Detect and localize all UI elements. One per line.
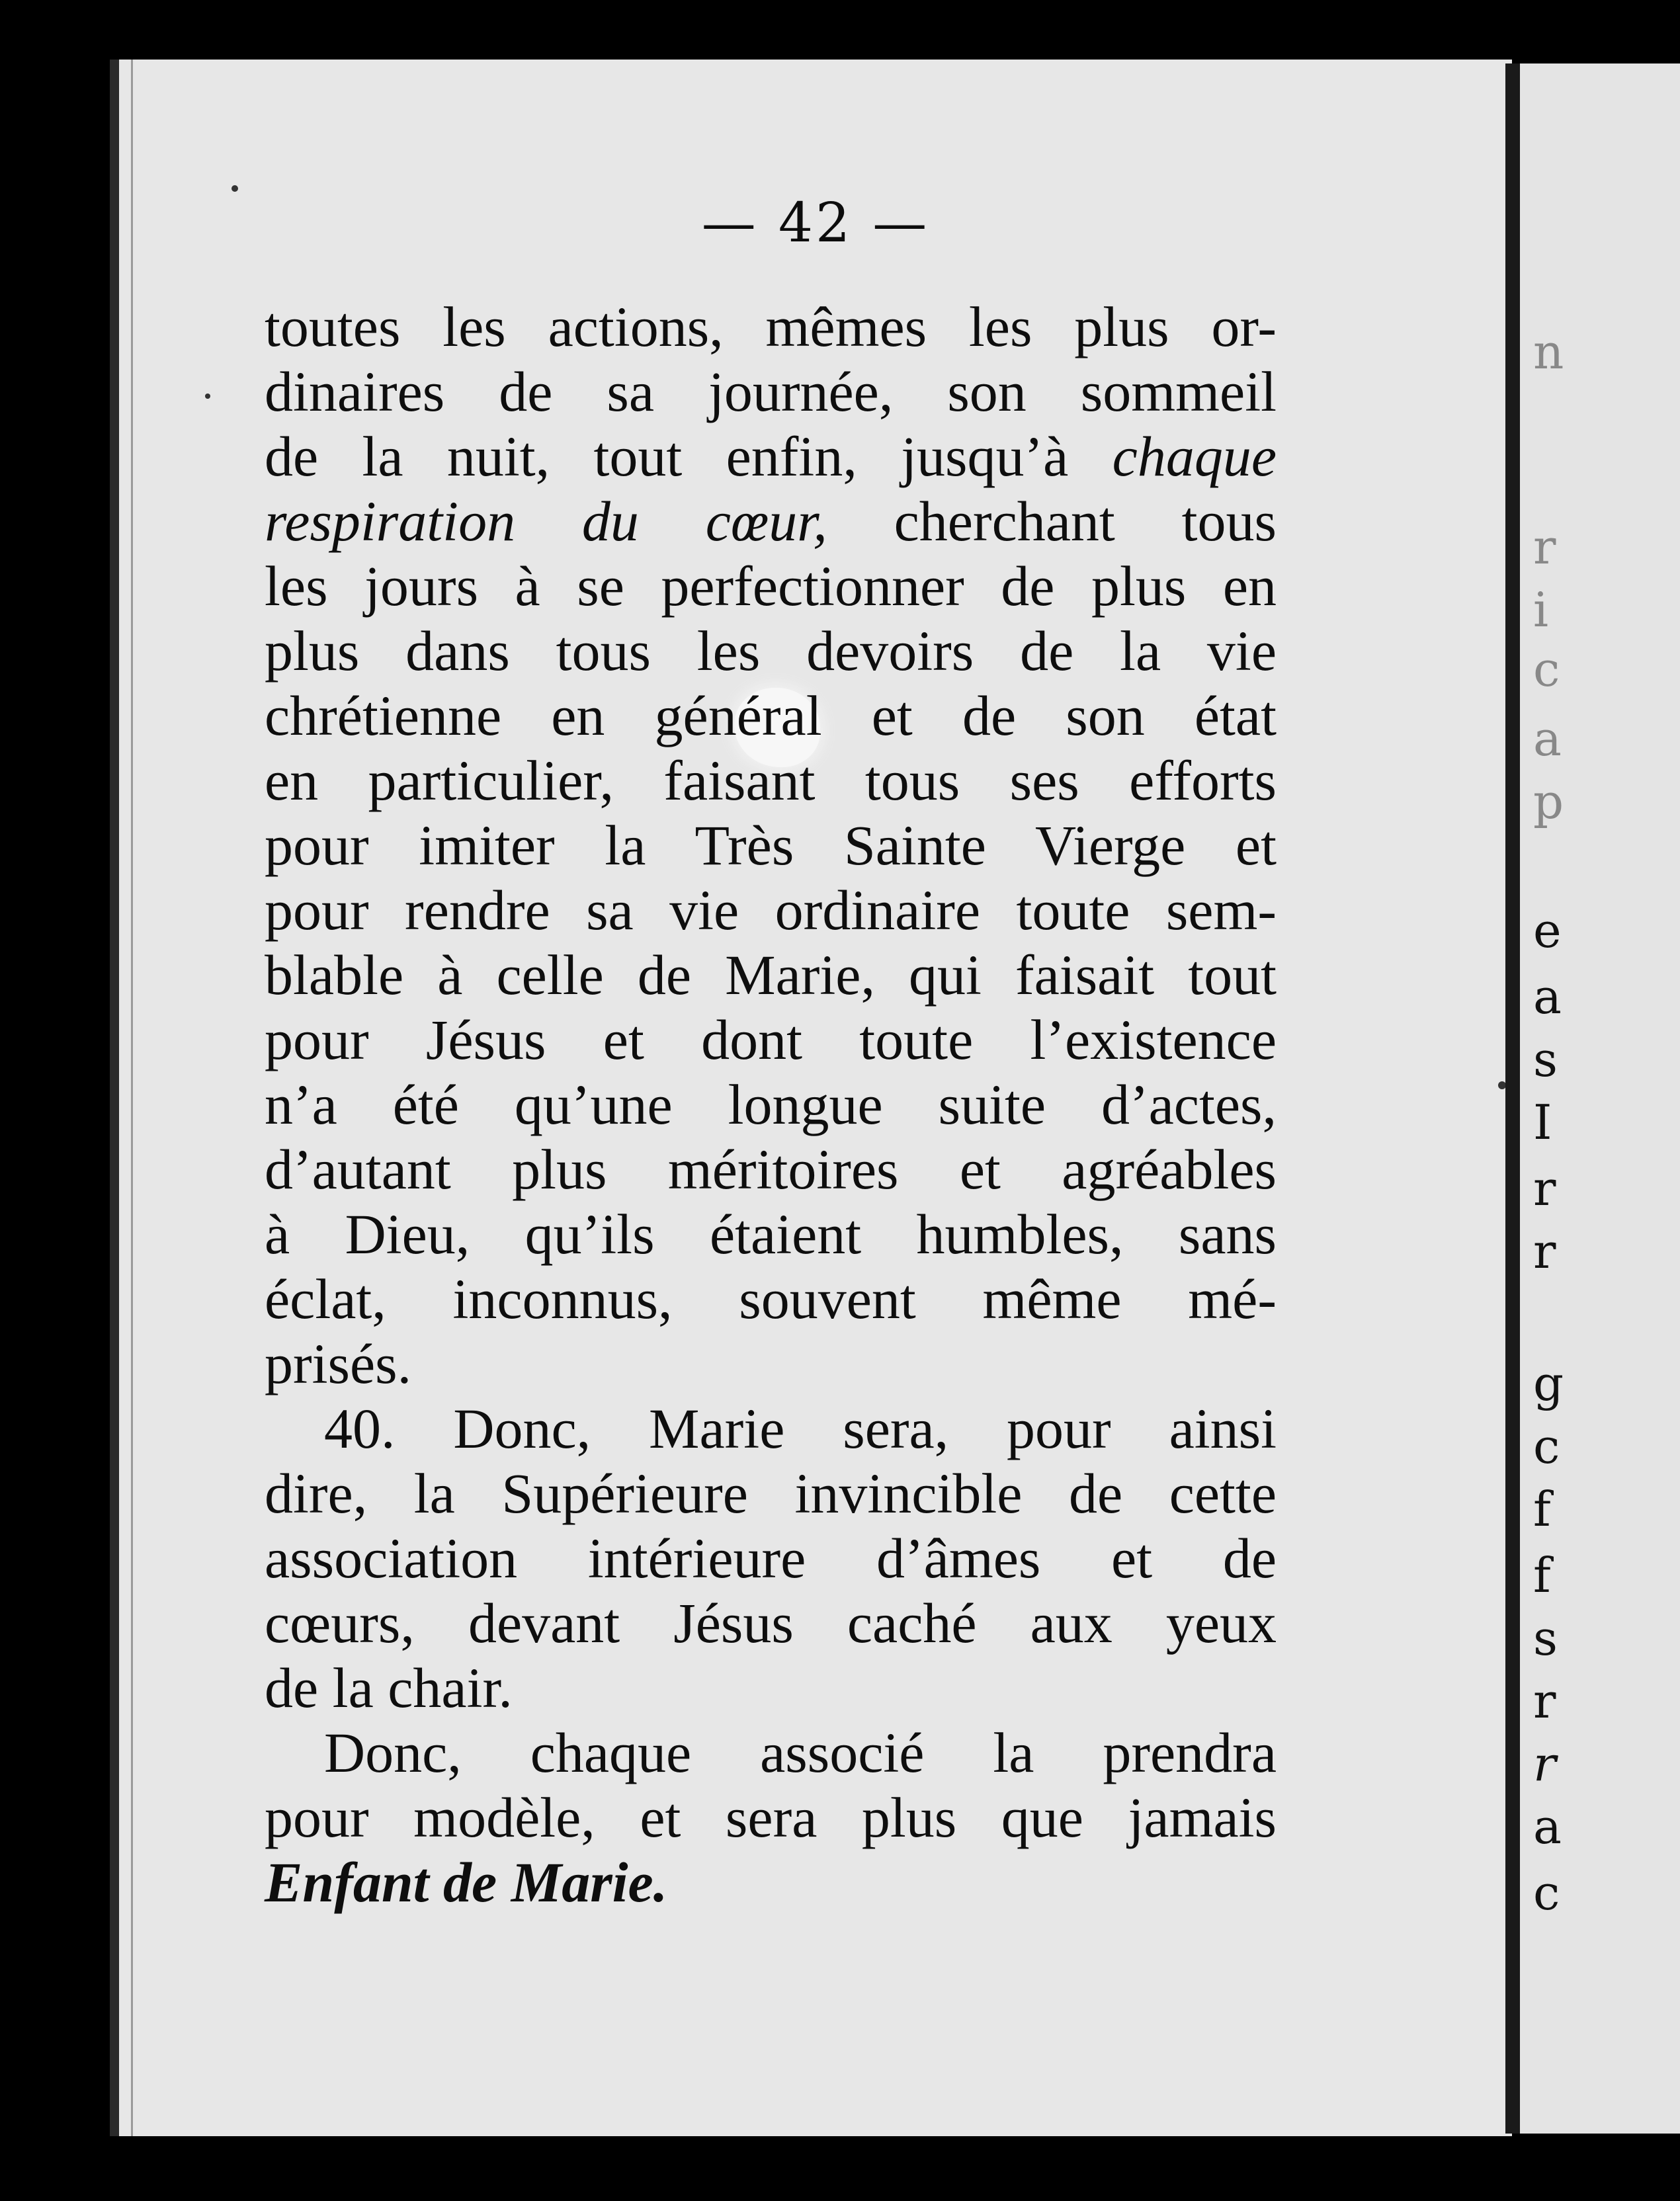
text-line: blable à celle de Marie, qui faisait tout <box>265 943 1277 1007</box>
body-text <box>265 294 1277 1915</box>
ink-speck <box>205 394 210 399</box>
text-line: Donc, chaque associé la prendra <box>324 1721 1277 1784</box>
facing-page-fragment: c <box>1533 1419 1560 1474</box>
paragraph-3 <box>265 1720 1277 1915</box>
paragraph-2 <box>265 1396 1277 1720</box>
text-line: n’a été qu’une longue suite d’actes, <box>265 1073 1277 1136</box>
text-line: éclat, inconnus, souvent même mé- <box>265 1267 1277 1331</box>
page-number: — 42 — <box>701 192 930 255</box>
facing-page-fragment: p <box>1533 774 1564 829</box>
text-line: dinaires de sa journée, son sommeil <box>265 360 1277 423</box>
text-line: cœurs, devant Jésus caché aux yeux <box>265 1591 1277 1655</box>
text-line: pour imiter la Très Sainte Vierge et <box>265 813 1277 877</box>
facing-page-fragment: f <box>1533 1548 1551 1603</box>
facing-page-fragment: n <box>1533 324 1564 380</box>
text-line: 40. Donc, Marie sera, pour ainsi <box>324 1397 1277 1460</box>
facing-page-fragment: I <box>1533 1095 1552 1150</box>
facing-page-fragment: r <box>1533 1736 1556 1792</box>
text-line: les jours à se perfectionner de plus en <box>265 554 1277 618</box>
facing-page-fragment: r <box>1533 519 1556 575</box>
text-line: à Dieu, qu’ils étaient humbles, sans <box>265 1202 1277 1266</box>
facing-page-fragment: a <box>1533 969 1562 1024</box>
text-run: de la nuit, tout enfin, jusqu’à <box>265 425 1069 488</box>
paragraph-1 <box>265 294 1277 1396</box>
book-gutter <box>1505 63 1520 2134</box>
facing-page-fragment: r <box>1533 1673 1556 1729</box>
ink-speck <box>231 185 238 192</box>
facing-page-fragment: c <box>1533 1865 1560 1921</box>
facing-page-fragment: f <box>1533 1481 1551 1537</box>
facing-page-edge <box>1520 63 1680 2134</box>
text-line: plus dans tous les devoirs de la vie <box>265 619 1277 683</box>
scan-border <box>106 2140 1680 2201</box>
text-line: pour rendre sa vie ordinaire toute sem- <box>265 878 1277 942</box>
text-run: cherchant tous <box>894 489 1277 553</box>
facing-page-fragment: r <box>1533 1224 1556 1279</box>
text-line: toutes les actions, mêmes les plus or- <box>265 295 1277 358</box>
text-line: pour Jésus et dont toute l’existence <box>265 1008 1277 1071</box>
text-line: de la chair. <box>265 1656 513 1720</box>
text-line: en particulier, faisant tous ses efforts <box>265 749 1277 812</box>
italic-text-run: respiration du cœur, <box>265 489 827 553</box>
italic-text-run: chaque <box>1112 425 1277 488</box>
facing-page-fragment: s <box>1533 1610 1558 1666</box>
facing-page-fragment: c <box>1533 642 1560 697</box>
text-line <box>265 1850 1277 1915</box>
facing-page-fragment: a <box>1533 711 1562 767</box>
text-line: dire, la Supérieure invincible de cette <box>265 1462 1277 1525</box>
text-line: d’autant plus méritoires et agréables <box>265 1138 1277 1201</box>
facing-page-fragment: r <box>1533 1161 1556 1216</box>
facing-page-fragment: s <box>1533 1032 1558 1087</box>
text-line: chrétienne en général et de son état <box>265 684 1277 747</box>
text-line: association intérieure d’âmes et de <box>265 1526 1277 1590</box>
italic-text-run: Enfant de Marie. <box>265 1850 668 1914</box>
text-line: pour modèle, et sera plus que jamais <box>265 1786 1277 1849</box>
text-line: prisés. <box>265 1332 412 1395</box>
text-line <box>265 424 1277 489</box>
text-line <box>265 489 1277 554</box>
facing-page-fragment: a <box>1533 1799 1562 1854</box>
facing-page-fragment: g <box>1533 1356 1564 1411</box>
facing-page-fragment: e <box>1533 903 1562 958</box>
facing-page-fragment: i <box>1533 582 1549 638</box>
